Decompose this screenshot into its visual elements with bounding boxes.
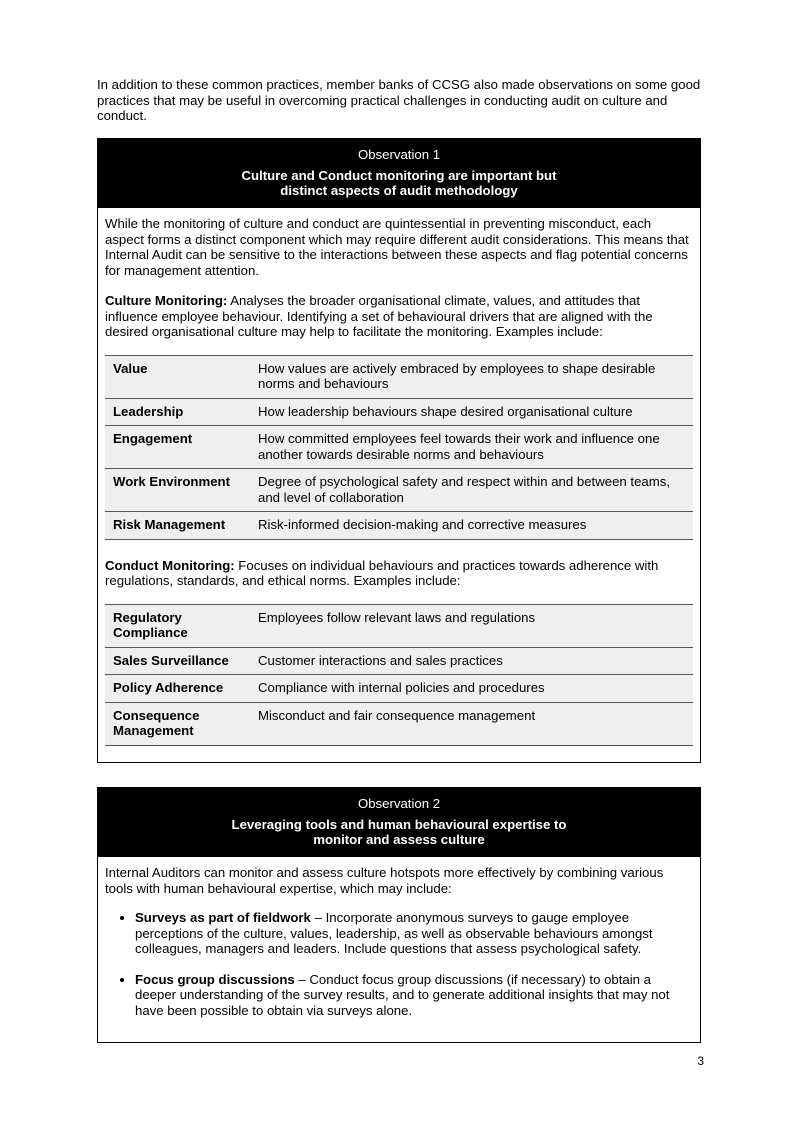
observation-2-title: Leveraging tools and human behavioural expertise to monitor and assess culture — [231, 816, 567, 847]
table-desc: Degree of psychological safety and respect within and between teams, and level of collaboration — [250, 469, 693, 512]
table-desc: Misconduct and fair consequence management — [250, 702, 693, 745]
bullet-lead: Focus group discussions — [135, 971, 295, 987]
culture-monitoring-lead: Culture Monitoring: — [105, 293, 228, 308]
observation-1-title: Culture and Conduct monitoring are important but distinct aspects of audit methodology — [241, 167, 557, 198]
conduct-examples-table — [105, 604, 693, 746]
table-desc: Compliance with internal policies and procedures — [250, 675, 693, 703]
table-desc: How committed employees feel towards their work and influence one another towards desirable norms and behaviours — [250, 426, 693, 469]
table-key: Work Environment — [105, 469, 250, 512]
observation-2-intro: Internal Auditors can monitor and assess culture hotspots more effectively by combining various tools with human behavioural expertise, which may include: — [105, 865, 664, 896]
table-key: Risk Management — [105, 512, 250, 540]
table-row — [105, 469, 693, 512]
table-key: Engagement — [105, 426, 250, 469]
table-row — [105, 426, 693, 469]
observation-2-header — [98, 788, 700, 857]
table-key: Policy Adherence — [105, 675, 250, 703]
table-row — [105, 647, 693, 675]
table-desc: How leadership behaviours shape desired organisational culture — [250, 398, 693, 426]
table-key: Value — [105, 355, 250, 398]
table-row — [105, 398, 693, 426]
observation-1-intro: While the monitoring of culture and conduct are quintessential in preventing misconduct, each aspect forms a distinct component which may require different audit considerations. This means that Internal Audit can be sensitive to the interactions between these aspects and flag potential concerns for management attention. — [105, 216, 689, 278]
conduct-monitoring-lead: Conduct Monitoring: — [105, 557, 235, 573]
table-row — [105, 604, 693, 647]
table-key: Consequence Management — [105, 702, 250, 745]
table-key: Regulatory Compliance — [105, 604, 250, 647]
observation-1-box — [97, 138, 701, 763]
observation-1-label: Observation 1 — [357, 147, 441, 162]
observation-2-label: Observation 2 — [357, 796, 441, 811]
list-item — [135, 910, 693, 957]
table-row — [105, 702, 693, 745]
table-desc: Customer interactions and sales practices — [250, 647, 693, 675]
table-desc: Employees follow relevant laws and regulations — [250, 604, 693, 647]
observation-1-body — [98, 208, 700, 746]
observation-2-box — [97, 787, 701, 1043]
table-row — [105, 512, 693, 540]
bullet-text: – Conduct focus group discussions (if necessary) to obtain a deeper understanding of the survey results, and to generate additional insights that may not have been possible to obtain via surveys alone. — [135, 971, 670, 1018]
table-desc: Risk-informed decision-making and corrective measures — [250, 512, 693, 540]
list-item — [135, 972, 693, 1019]
table-key: Sales Surveillance — [105, 647, 250, 675]
observation-1-header — [98, 139, 700, 208]
table-row — [105, 355, 693, 398]
bullet-lead: Surveys as part of fieldwork — [135, 910, 311, 925]
page-number: 3 — [697, 1054, 704, 1068]
table-desc: How values are actively embraced by employees to shape desirable norms and behaviours — [250, 355, 693, 398]
tools-list — [105, 910, 693, 1018]
observation-2-body — [98, 857, 700, 1018]
intro-paragraph: In addition to these common practices, member banks of CCSG also made observations on some good practices that may be useful in overcoming practical challenges in conducting audit on culture and conduct. — [97, 77, 701, 123]
bullet-text: – Incorporate anonymous surveys to gauge employee perceptions of the culture, values, leadership, as well as observable behaviours amongst colleagues, managers and leaders. Include questions that assess psychological safety. — [135, 910, 653, 956]
conduct-monitoring-paragraph — [105, 558, 693, 589]
culture-monitoring-paragraph — [105, 293, 693, 340]
conduct-monitoring-text: Focuses on individual behaviours and practices towards adherence with regulations, standards, and ethical norms. Examples include: — [105, 557, 659, 588]
culture-monitoring-text: Analyses the broader organisational climate, values, and attitudes that influence employee behaviour. Identifying a set of behavioural drivers that are aligned with the desired organisational culture may help to facilitate the monitoring. Examples include: — [105, 293, 653, 339]
table-row — [105, 675, 693, 703]
table-key: Leadership — [105, 398, 250, 426]
culture-examples-table — [105, 355, 693, 540]
